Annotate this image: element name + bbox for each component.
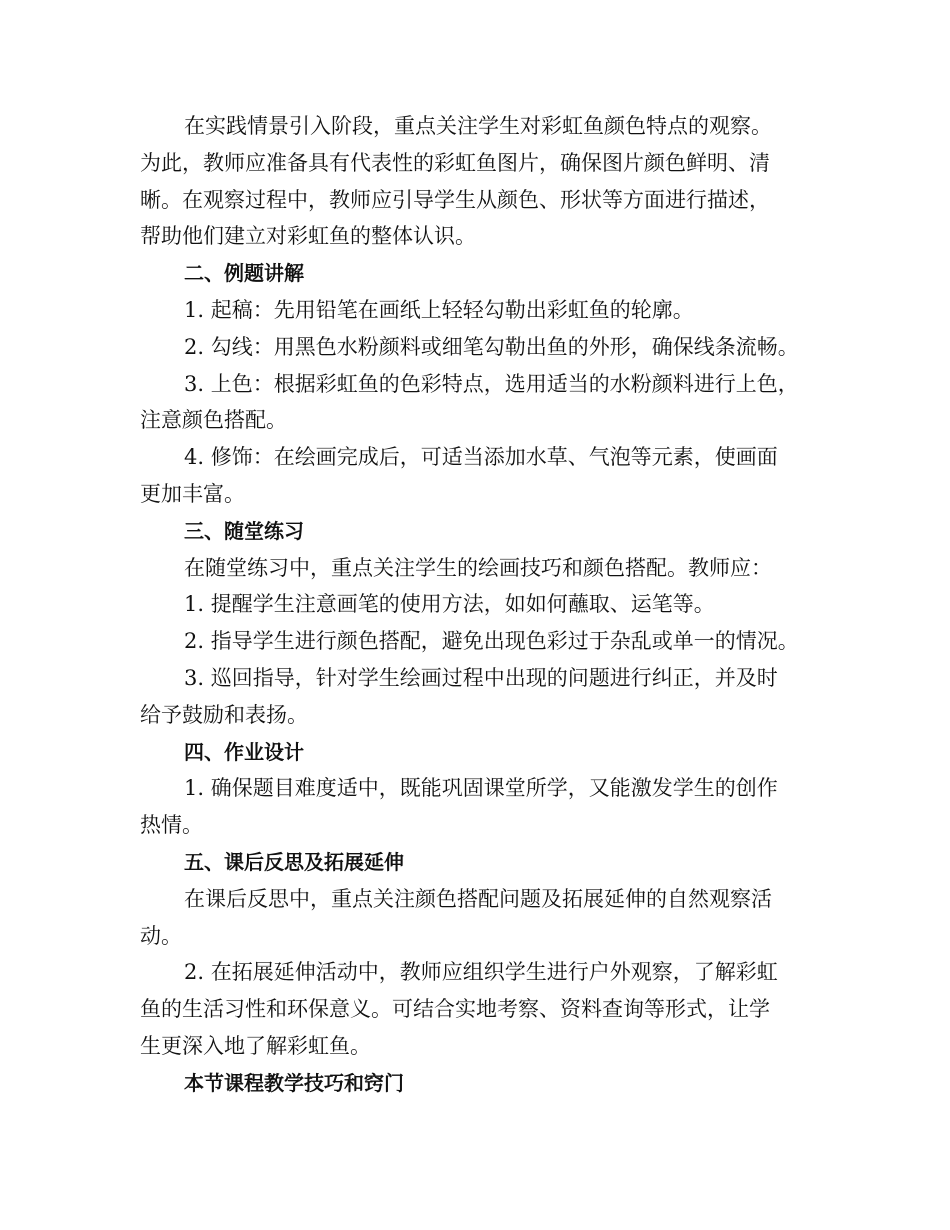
paragraph-line: 在随堂练习中，重点关注学生的绘画技巧和颜色搭配。教师应：	[184, 555, 772, 580]
section-heading-example: 二、例题讲解	[184, 261, 304, 286]
section-heading-practice: 三、随堂练习	[184, 518, 304, 543]
list-item: 4. 修饰：在绘画完成后，可适当添加水草、气泡等元素，使画面	[184, 445, 778, 470]
list-item-continuation: 注意颜色搭配。	[140, 408, 287, 433]
paragraph-line: 动。	[140, 923, 182, 948]
section-heading-homework: 四、作业设计	[184, 739, 304, 764]
list-item: 2. 指导学生进行颜色搭配，避免出现色彩过于杂乱或单一的情况。	[184, 629, 799, 654]
paragraph-line: 晰。在观察过程中，教师应引导学生从颜色、形状等方面进行描述，	[140, 187, 770, 212]
list-item-continuation: 热情。	[140, 813, 203, 838]
list-item: 1. 确保题目难度适中，既能巩固课堂所学，又能激发学生的创作	[184, 776, 778, 801]
paragraph-line: 为此，教师应准备具有代表性的彩虹鱼图片，确保图片颜色鲜明、清	[140, 150, 770, 175]
list-item: 3. 巡回指导，针对学生绘画过程中出现的问题进行纠正，并及时	[184, 665, 778, 690]
paragraph-line: 在课后反思中，重点关注颜色搭配问题及拓展延伸的自然观察活	[184, 886, 772, 911]
list-item: 1. 提醒学生注意画笔的使用方法，如如何蘸取、运笔等。	[184, 592, 715, 617]
list-item-continuation: 给予鼓励和表扬。	[140, 702, 308, 727]
paragraph-line: 在实践情景引入阶段，重点关注学生对彩虹鱼颜色特点的观察。	[184, 114, 772, 138]
paragraph-line: 帮助他们建立对彩虹鱼的整体认识。	[140, 224, 476, 249]
list-item: 2. 在拓展延伸活动中，教师应组织学生进行户外观察，了解彩虹	[184, 960, 778, 985]
list-item-continuation: 更加丰富。	[140, 481, 245, 506]
section-heading-reflection: 五、课后反思及拓展延伸	[184, 849, 404, 874]
section-heading-tips: 本节课程教学技巧和窍门	[184, 1070, 404, 1095]
list-item: 2. 勾线：用黑色水粉颜料或细笔勾勒出鱼的外形，确保线条流畅。	[184, 334, 799, 359]
list-item-continuation: 鱼的生活习性和环保意义。可结合实地考察、资料查询等形式，让学	[140, 997, 770, 1022]
list-item: 1. 起稿：先用铅笔在画纸上轻轻勾勒出彩虹鱼的轮廓。	[184, 297, 694, 322]
list-item-continuation: 生更深入地了解彩虹鱼。	[140, 1033, 371, 1058]
document-page	[140, 108, 812, 1102]
list-item: 3. 上色：根据彩虹鱼的色彩特点，选用适当的水粉颜料进行上色，	[184, 371, 799, 396]
